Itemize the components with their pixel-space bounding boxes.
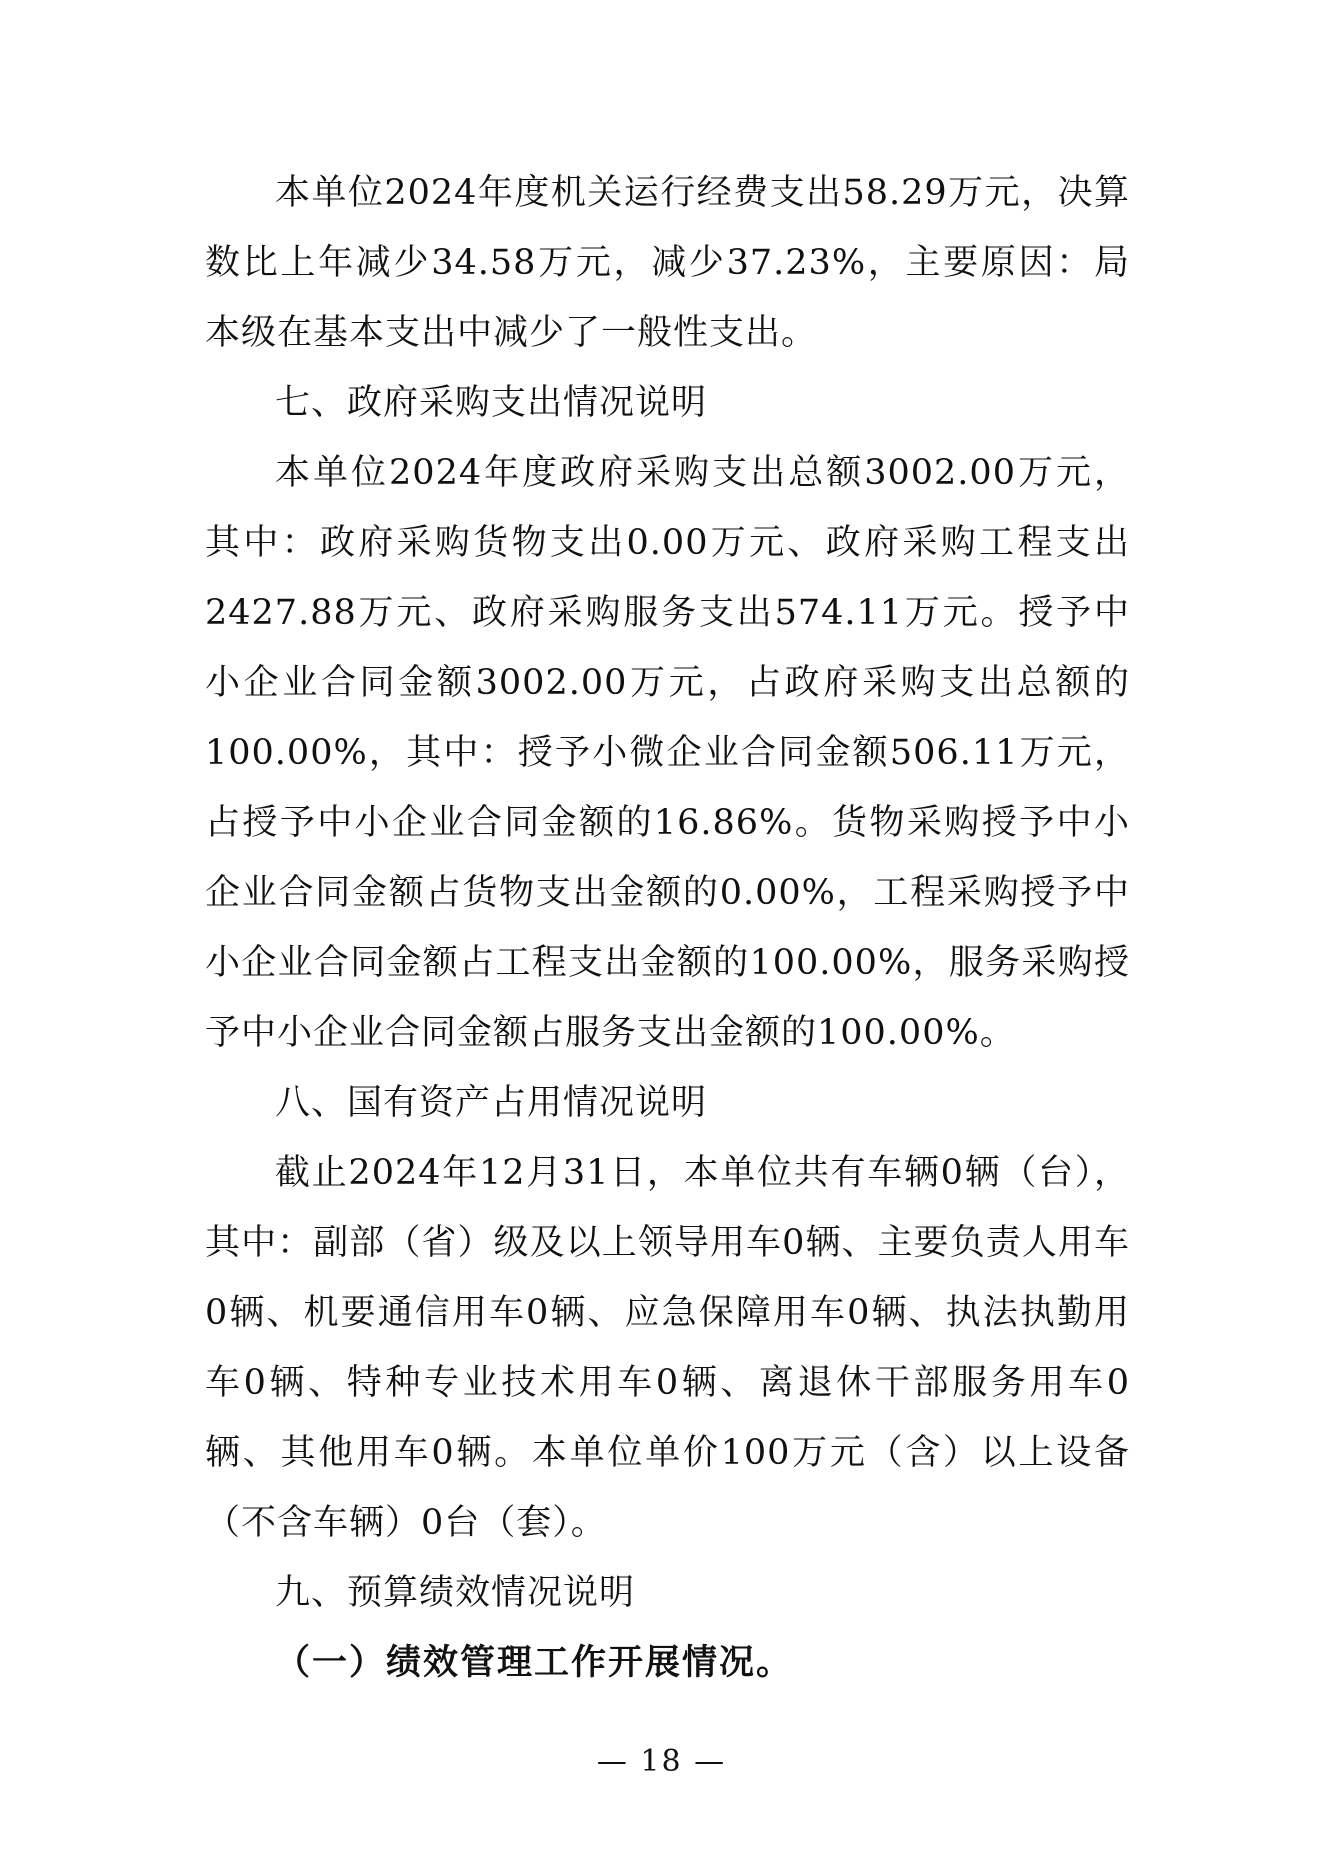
paragraph-state-assets: 截止2024年12月31日，本单位共有车辆0辆（台），其中：副部（省）级及以上领导用车0辆、主要负责人用车0辆、机要通信用车0辆、应急保障用车0辆、执法执勤用车0辆、特种专业技术用车0辆、离退休干部服务用车0辆、其他用车0辆。本单位单价100万元（含）以上设备（不含车辆）0台（套）。 <box>205 1153 1130 1543</box>
page-content <box>205 158 1130 1698</box>
page-number: — 18 — <box>596 1744 727 1779</box>
paragraph-government-procurement: 本单位2024年度政府采购支出总额3002.00万元，其中：政府采购货物支出0.00万元、政府采购工程支出2427.88万元、政府采购服务支出574.11万元。授予中小企业合同金额3002.00万元，占政府采购支出总额的100.00%，其中：授予小微企业合同金额506.11万元，占授予中小企业合同金额的16.86%。货物采购授予中小企业合同金额占货物支出金额的0.00%，工程采购授予中小企业合同金额占工程支出金额的100.00%，服务采购授予中小企业合同金额占服务支出金额的100.00%。 <box>205 453 1130 1053</box>
heading-government-procurement: 七、政府采购支出情况说明 <box>275 383 708 423</box>
heading-state-assets: 八、国有资产占用情况说明 <box>275 1083 708 1123</box>
paragraph-operating-expenses: 本单位2024年度机关运行经费支出58.29万元，决算数比上年减少34.58万元，减少37.23%，主要原因：局本级在基本支出中减少了一般性支出。 <box>205 173 1130 353</box>
subheading-performance-management: （一）绩效管理工作开展情况。 <box>275 1642 794 1683</box>
heading-budget-performance: 九、预算绩效情况说明 <box>275 1573 636 1613</box>
